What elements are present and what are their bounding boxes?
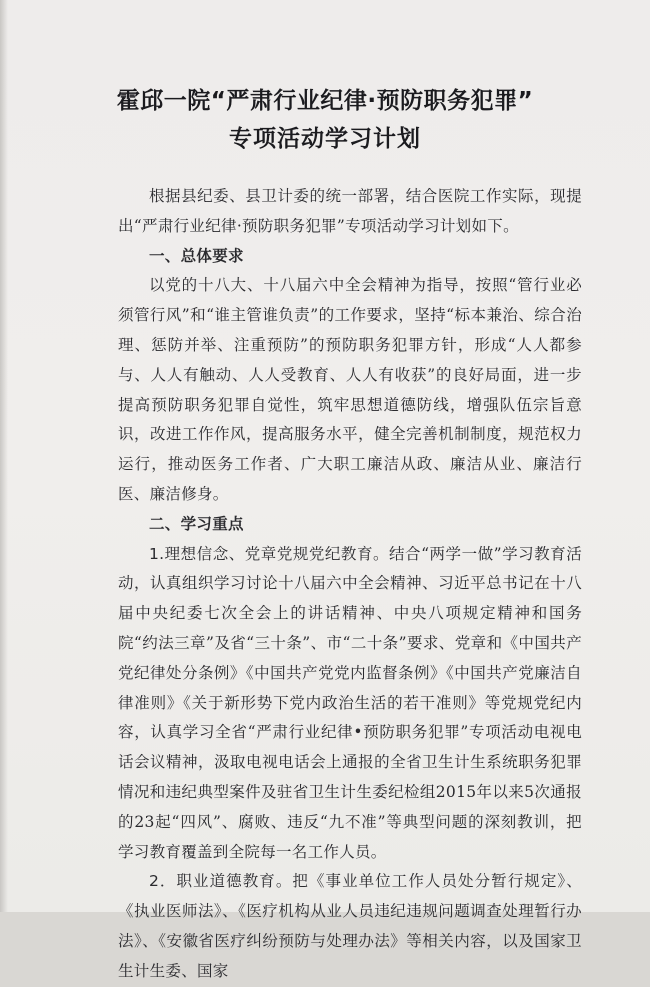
item-2-text: 把《事业单位工作人员处分暂行规定》、《执业医师法》、《医疗机构从业人员违纪违规问题调查处理暂行办法》、《安徽省医疗纠纷预防与处理办法》等相关内容，以及国家卫生计生委、国家 [118,872,583,980]
item-2-label: 2．职业道德教育。 [149,872,293,891]
section-1-paragraph: 以党的十八大、十八届六中全会精神为指导，按照“管行业必须管行风”和“谁主管谁负责”的工作要求，坚持“标本兼治、综合治理、惩防并举、注重预防”的预防职务犯罪方针，形成“人人都参与、人人有触动、人人受教育、人人有收获”的良好局面，进一步提高预防职务犯罪自觉性，筑牢思想道德防线，增强队伍宗旨意识，改进工作作风，提高服务水平，健全完善机制制度，规范权力运行，推动医务工作者、广大职工廉洁从政、廉洁从业、廉洁行医、廉洁修身。 [118,276,582,503]
title-line-2: 专项活动学习计划 [229,126,421,152]
document-title [0,84,650,156]
item-2-paragraph [118,867,582,986]
intro-paragraph: 根据县纪委、县卫计委的统一部署，结合医院工作实际，现提出“严肃行业纪律·预防职务犯罪”专项活动学习计划如下。 [118,187,582,235]
document-body [118,182,582,987]
section-2-heading: 二、学习重点 [149,514,244,533]
section-1-heading: 一、总体要求 [149,246,244,265]
item-1-text: 结合“两学一做”学习教育活动，认真组织学习讨论十八届六中全会精神、习近平总书记在十八届中央纪委七次全会上的讲话精神、中央八项规定精神和国务院“约法三章”及省“三十条”、市“二十条”要求、党章和《中国共产党纪律处分条例》《中国共产党党内监督条例》《中国共产党廉洁自律准则》《关于新形势下党内政治生活的若干准则》等党规党纪内容，认真学习全省“严肃行业纪律•预防职务犯罪”专项活动电视电话会议精神，汲取电视电话会上通报的全省卫生计生系统职务犯罪情况和违纪典型案件及驻省卫生计生委纪检组2015年以来5次通报的23起“四风”、腐败、违反“九不准”等典型问题的深刻教训，把学习教育覆盖到全院每一名工作人员。 [118,544,583,861]
item-1-label: 1.理想信念、党章党规党纪教育。 [149,544,390,563]
title-line-1: 霍邱一院“严肃行业纪律·预防职务犯罪” [116,88,534,114]
item-1-paragraph [118,540,582,868]
